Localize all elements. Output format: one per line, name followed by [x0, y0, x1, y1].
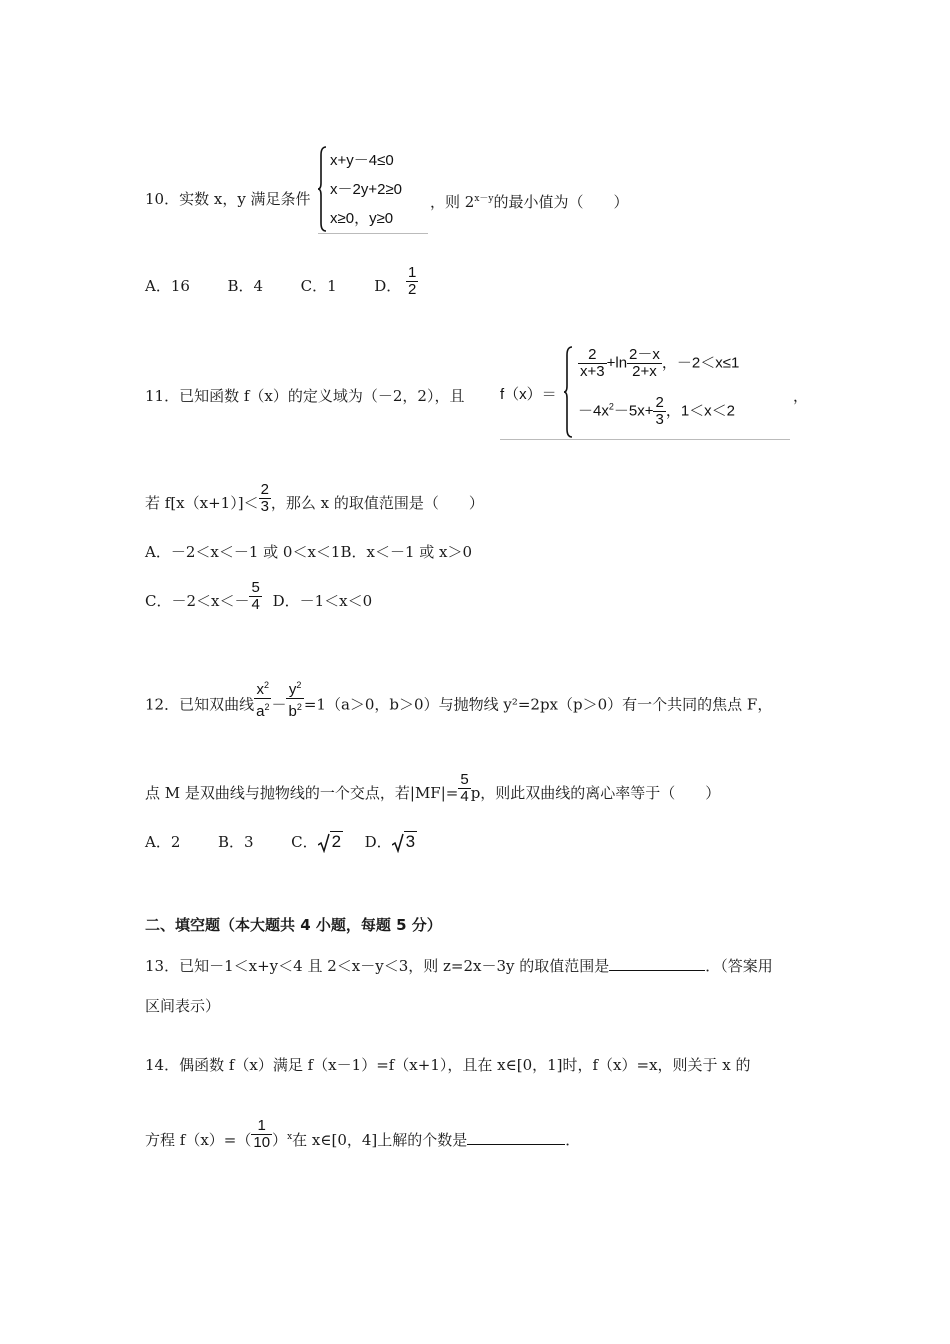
q13-line2: 区间表示）: [145, 997, 221, 1015]
q10-prefix: 10．实数 x，y 满足条件: [145, 190, 311, 208]
q12-options: A．2 B．3 C． 2 D． 3: [145, 832, 416, 851]
q10-exponent: x－y: [474, 194, 494, 204]
q10-option-c: C．1: [300, 277, 337, 295]
q11-comma: ，: [793, 387, 809, 405]
q11-line2: 若 f[x（x+1）]＜ $\frac{2}{3}$ ，那么 x 的取值范围是（ ）: [145, 480, 484, 515]
q12-stem: 12．已知双曲线 $\frac{x^2}{a^2}$ － $\frac{y^2}{b^2}$ =1（a＞0，b＞0）与抛物线 y²=2px（p＞0）有一个共同的焦点 F，: [145, 680, 773, 720]
sqrt-2-icon: 2: [318, 833, 343, 853]
q10-option-d: D．: [374, 277, 402, 295]
q14-answer-blank[interactable]: [467, 1130, 565, 1145]
q11-case-2: $-4x^2-5x+$ $\frac{2}{3}$ ，1＜x＜2: [578, 394, 735, 428]
q11-brace-icon: [564, 345, 574, 439]
q13-answer-blank[interactable]: [609, 956, 705, 971]
q10-ineq-3: x≥0，y≥0: [330, 210, 394, 227]
q14-line2: 方程 f（x）=（ $\frac{1}{10}$ ）$^x$在 x∈[0，4]上解的个数是 ．: [145, 1116, 581, 1151]
q11-stem: [145, 386, 464, 406]
q10-suffix-a: ，则 2: [430, 193, 475, 211]
q11-prefix: 11．已知函数 f（x）的定义域为（－2，2），且: [145, 387, 465, 405]
section-title: 二、填空题（本大题共 4 小题，每题 5 分）: [145, 916, 442, 934]
q10-option-d-fraction: $\frac{1}{2}$: [408, 263, 417, 298]
q14-line1: 14．偶函数 f（x）满足 f（x－1）=f（x+1），且在 x∈[0，1]时，f（x）=x，则关于 x 的: [145, 1056, 751, 1074]
q10-option-a: A．16: [145, 277, 190, 295]
q10-option-b: B．4: [227, 277, 264, 295]
q10-system: [318, 145, 430, 235]
q10-suffix-b: 的最小值为（ ）: [493, 193, 629, 211]
q11-option-cd: C．－2＜x＜－ $\frac{5}{4}$ D．－1＜x＜0: [145, 578, 373, 613]
q12-line2: 点 M 是双曲线与抛物线的一个交点，若|MF|= $\frac{5}{4}$ p，则此双曲线的离心率等于（ ）: [145, 770, 721, 805]
q10-ineq-2: x－2y+2≥0: [330, 181, 403, 198]
q11-piecewise: [500, 343, 792, 441]
q10-ineq-1: x+y－4≤0: [330, 152, 394, 169]
q11-option-ab: A．－2＜x＜－1 或 0＜x＜1B．x＜－1 或 x＞0: [145, 543, 473, 561]
q11-case-1: $\frac{2}{x+3}$ +ln $\frac{2-x}{2+x}$ ，－2＜x≤1: [580, 346, 740, 380]
q10-tail: [430, 189, 629, 212]
q10-options: [145, 263, 418, 298]
q11-fx-label: f（x）＝: [500, 386, 557, 403]
q13-line1: 13．已知－1＜x+y＜4 且 2＜x－y＜3，则 z=2x－3y 的取值范围是 ．（答案用: [145, 957, 773, 975]
q10-stem: [145, 189, 311, 209]
sqrt-3-icon: 3: [392, 833, 417, 853]
q10-brace-icon: [318, 145, 328, 233]
